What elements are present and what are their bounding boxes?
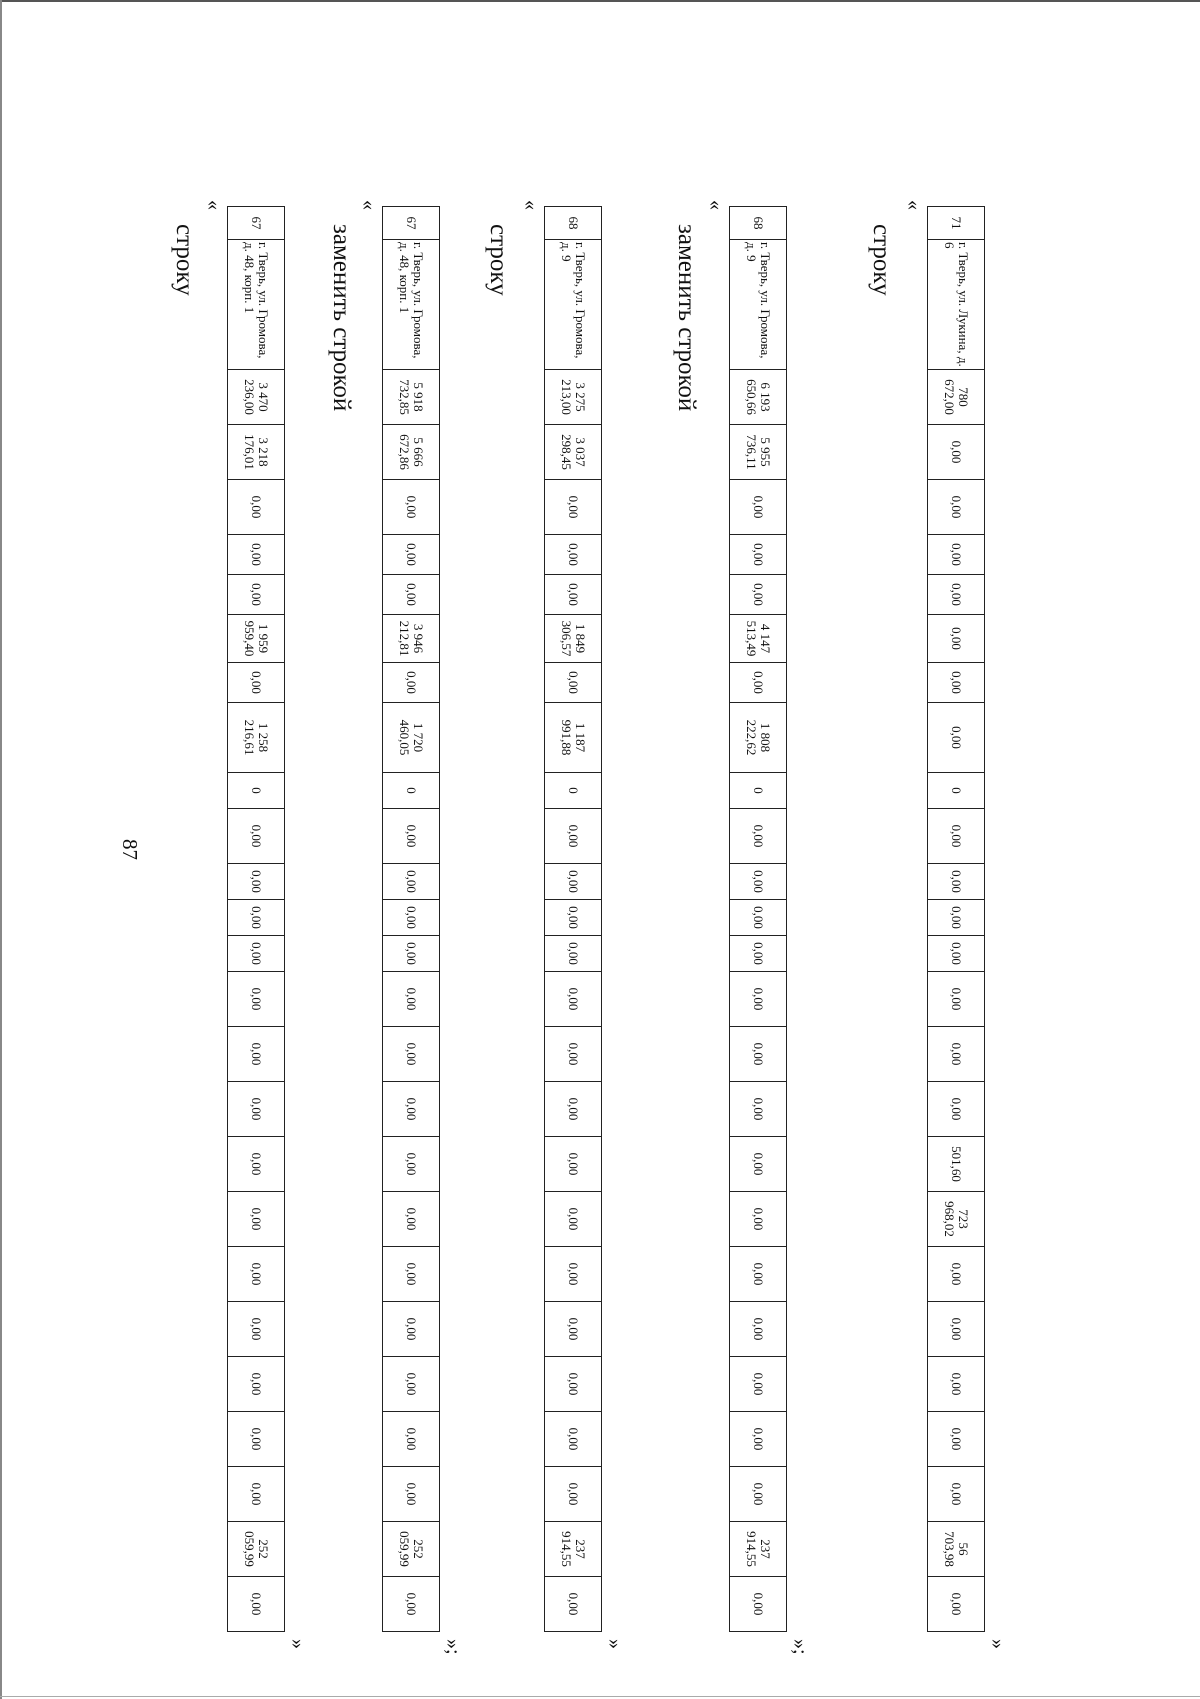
value-cell: 0,00 bbox=[383, 480, 440, 535]
value-cell: 0,00 bbox=[545, 809, 602, 864]
value-cell: 0,00 bbox=[383, 900, 440, 936]
value-cell: 0 bbox=[545, 773, 602, 809]
address-cell: г. Тверь, ул. Громова, д. 48, корп. 1 bbox=[228, 240, 285, 370]
value-cell: 56 703,98 bbox=[928, 1522, 985, 1577]
value-cell: 0,00 bbox=[545, 900, 602, 936]
value-cell: 0,00 bbox=[383, 1027, 440, 1082]
value-cell: 0,00 bbox=[545, 936, 602, 972]
value-cell: 0,00 bbox=[730, 809, 787, 864]
value-cell: 0,00 bbox=[383, 972, 440, 1027]
value-cell: 0 bbox=[228, 773, 285, 809]
value-cell: 0,00 bbox=[928, 900, 985, 936]
value-cell: 0,00 bbox=[383, 575, 440, 615]
value-cell: 0,00 bbox=[228, 936, 285, 972]
value-cell: 0,00 bbox=[228, 480, 285, 535]
value-cell: 0 bbox=[730, 773, 787, 809]
value-cell: 252 059,99 bbox=[383, 1522, 440, 1577]
value-cell: 3 470 236,00 bbox=[228, 370, 285, 425]
row-number-cell: 71 bbox=[928, 207, 985, 240]
value-cell: 1 258 216,61 bbox=[228, 703, 285, 773]
value-cell: 0,00 bbox=[383, 663, 440, 703]
block-label: заменить строкой bbox=[673, 224, 700, 412]
value-cell: 0,00 bbox=[545, 972, 602, 1027]
value-cell: 0,00 bbox=[545, 480, 602, 535]
value-cell: 0,00 bbox=[228, 1577, 285, 1632]
value-cell: 0,00 bbox=[545, 1137, 602, 1192]
value-cell: 0,00 bbox=[730, 663, 787, 703]
closing-quote: » bbox=[287, 1639, 309, 1649]
block-label: заменить строкой bbox=[328, 224, 355, 412]
value-cell: 0,00 bbox=[545, 864, 602, 900]
value-cell: 1 959 959,40 bbox=[228, 615, 285, 663]
value-cell: 0 bbox=[383, 773, 440, 809]
value-cell: 237 914,55 bbox=[730, 1522, 787, 1577]
value-cell: 0,00 bbox=[228, 1137, 285, 1192]
value-cell: 0,00 bbox=[383, 535, 440, 575]
table-row bbox=[928, 207, 985, 1632]
table-row bbox=[383, 207, 440, 1632]
value-cell: 0,00 bbox=[383, 1357, 440, 1412]
value-cell: 0,00 bbox=[928, 1247, 985, 1302]
value-cell: 0,00 bbox=[928, 936, 985, 972]
value-cell: 0,00 bbox=[228, 864, 285, 900]
block-label: строку bbox=[171, 224, 198, 296]
value-cell: 0,00 bbox=[228, 1302, 285, 1357]
value-cell: 0,00 bbox=[928, 1082, 985, 1137]
value-cell: 1 808 222,62 bbox=[730, 703, 787, 773]
address-cell: г. Тверь, ул. Громова, д. 9 bbox=[730, 240, 787, 370]
block-label: строку bbox=[868, 224, 895, 296]
value-cell: 0,00 bbox=[730, 864, 787, 900]
value-cell: 0,00 bbox=[545, 1412, 602, 1467]
value-cell: 0,00 bbox=[228, 535, 285, 575]
value-cell: 3 218 176,01 bbox=[228, 425, 285, 480]
value-cell: 0,00 bbox=[228, 1357, 285, 1412]
row-number-cell: 67 bbox=[228, 207, 285, 240]
value-cell: 0,00 bbox=[928, 1577, 985, 1632]
value-cell: 0,00 bbox=[383, 936, 440, 972]
address-cell: г. Тверь, ул. Громова, д. 9 bbox=[545, 240, 602, 370]
table-row bbox=[730, 207, 787, 1632]
value-cell: 0,00 bbox=[545, 1357, 602, 1412]
value-cell: 0,00 bbox=[545, 1192, 602, 1247]
value-cell: 0,00 bbox=[383, 864, 440, 900]
value-cell: 0,00 bbox=[730, 1467, 787, 1522]
address-cell: г. Тверь, ул. Лукина, д. 6 bbox=[928, 240, 985, 370]
value-cell: 0,00 bbox=[228, 1412, 285, 1467]
value-cell: 0,00 bbox=[228, 809, 285, 864]
value-cell: 1 720 460,05 bbox=[383, 703, 440, 773]
value-cell: 0,00 bbox=[928, 1027, 985, 1082]
value-cell: 0,00 bbox=[383, 809, 440, 864]
value-cell: 3 037 298,45 bbox=[545, 425, 602, 480]
value-cell: 5 955 736,11 bbox=[730, 425, 787, 480]
value-cell: 1 187 991,88 bbox=[545, 703, 602, 773]
value-cell: 0,00 bbox=[928, 864, 985, 900]
value-cell: 0,00 bbox=[730, 1412, 787, 1467]
value-cell: 0,00 bbox=[730, 535, 787, 575]
value-cell: 0,00 bbox=[545, 1247, 602, 1302]
value-cell: 0,00 bbox=[928, 703, 985, 773]
value-cell: 0,00 bbox=[545, 535, 602, 575]
amendment-table-row bbox=[729, 206, 787, 1632]
value-cell: 0,00 bbox=[545, 1082, 602, 1137]
value-cell: 0,00 bbox=[545, 1577, 602, 1632]
value-cell: 3 946 212,81 bbox=[383, 615, 440, 663]
value-cell: 0,00 bbox=[383, 1137, 440, 1192]
value-cell: 0,00 bbox=[545, 1467, 602, 1522]
value-cell: 0,00 bbox=[730, 1577, 787, 1632]
value-cell: 0,00 bbox=[730, 1027, 787, 1082]
value-cell: 0,00 bbox=[928, 480, 985, 535]
value-cell: 0,00 bbox=[545, 575, 602, 615]
value-cell: 0,00 bbox=[928, 809, 985, 864]
value-cell: 0,00 bbox=[928, 1412, 985, 1467]
value-cell: 0,00 bbox=[928, 535, 985, 575]
value-cell: 0,00 bbox=[928, 1357, 985, 1412]
value-cell: 0,00 bbox=[928, 1467, 985, 1522]
value-cell: 0,00 bbox=[383, 1467, 440, 1522]
closing-quote: » bbox=[604, 1639, 626, 1649]
value-cell: 0,00 bbox=[545, 663, 602, 703]
value-cell: 0,00 bbox=[383, 1412, 440, 1467]
closing-quote: » bbox=[987, 1639, 1009, 1649]
value-cell: 5 918 732,85 bbox=[383, 370, 440, 425]
value-cell: 0,00 bbox=[928, 663, 985, 703]
closing-quote: »; bbox=[442, 1639, 464, 1655]
value-cell: 0,00 bbox=[545, 1027, 602, 1082]
value-cell: 0,00 bbox=[228, 1192, 285, 1247]
value-cell: 0,00 bbox=[730, 936, 787, 972]
opening-quote: « bbox=[203, 200, 225, 210]
value-cell: 3 275 213,00 bbox=[545, 370, 602, 425]
value-cell: 0,00 bbox=[928, 575, 985, 615]
row-number-cell: 68 bbox=[730, 207, 787, 240]
value-cell: 0,00 bbox=[730, 900, 787, 936]
value-cell: 0,00 bbox=[730, 1137, 787, 1192]
value-cell: 0,00 bbox=[730, 972, 787, 1027]
value-cell: 0,00 bbox=[730, 575, 787, 615]
table-row bbox=[545, 207, 602, 1632]
row-number-cell: 68 bbox=[545, 207, 602, 240]
value-cell: 501,60 bbox=[928, 1137, 985, 1192]
opening-quote: « bbox=[358, 200, 380, 210]
value-cell: 237 914,55 bbox=[545, 1522, 602, 1577]
value-cell: 0,00 bbox=[228, 1027, 285, 1082]
value-cell: 0,00 bbox=[730, 1357, 787, 1412]
value-cell: 0,00 bbox=[928, 615, 985, 663]
value-cell: 6 193 650,66 bbox=[730, 370, 787, 425]
closing-quote: »; bbox=[789, 1639, 811, 1655]
value-cell: 4 147 513,49 bbox=[730, 615, 787, 663]
value-cell: 0,00 bbox=[730, 1302, 787, 1357]
amendment-table-row bbox=[227, 206, 285, 1632]
value-cell: 0,00 bbox=[228, 1247, 285, 1302]
value-cell: 0,00 bbox=[228, 575, 285, 615]
value-cell: 0,00 bbox=[228, 663, 285, 703]
amendment-table-row bbox=[544, 206, 602, 1632]
value-cell: 0,00 bbox=[545, 1302, 602, 1357]
opening-quote: « bbox=[705, 200, 727, 210]
value-cell: 0,00 bbox=[928, 972, 985, 1027]
row-number-cell: 67 bbox=[383, 207, 440, 240]
amendment-table-row bbox=[927, 206, 985, 1632]
amendment-table-row bbox=[382, 206, 440, 1632]
address-cell: г. Тверь, ул. Громова, д. 48, корп. 1 bbox=[383, 240, 440, 370]
value-cell: 252 059,99 bbox=[228, 1522, 285, 1577]
value-cell: 0,00 bbox=[383, 1577, 440, 1632]
page-number: 87 bbox=[118, 839, 142, 860]
value-cell: 723 968,02 bbox=[928, 1192, 985, 1247]
value-cell: 0,00 bbox=[228, 1467, 285, 1522]
value-cell: 0 bbox=[928, 773, 985, 809]
value-cell: 0,00 bbox=[383, 1302, 440, 1357]
value-cell: 0,00 bbox=[730, 1247, 787, 1302]
value-cell: 0,00 bbox=[228, 900, 285, 936]
value-cell: 5 666 672,86 bbox=[383, 425, 440, 480]
opening-quote: « bbox=[520, 200, 542, 210]
value-cell: 0,00 bbox=[928, 425, 985, 480]
value-cell: 0,00 bbox=[928, 1302, 985, 1357]
value-cell: 0,00 bbox=[383, 1082, 440, 1137]
value-cell: 0,00 bbox=[730, 480, 787, 535]
value-cell: 0,00 bbox=[228, 972, 285, 1027]
block-label: строку bbox=[485, 224, 512, 296]
value-cell: 1 849 306,57 bbox=[545, 615, 602, 663]
value-cell: 780 672,00 bbox=[928, 370, 985, 425]
opening-quote: « bbox=[903, 200, 925, 210]
value-cell: 0,00 bbox=[730, 1192, 787, 1247]
value-cell: 0,00 bbox=[730, 1082, 787, 1137]
table-row bbox=[228, 207, 285, 1632]
value-cell: 0,00 bbox=[228, 1082, 285, 1137]
value-cell: 0,00 bbox=[383, 1192, 440, 1247]
value-cell: 0,00 bbox=[383, 1247, 440, 1302]
